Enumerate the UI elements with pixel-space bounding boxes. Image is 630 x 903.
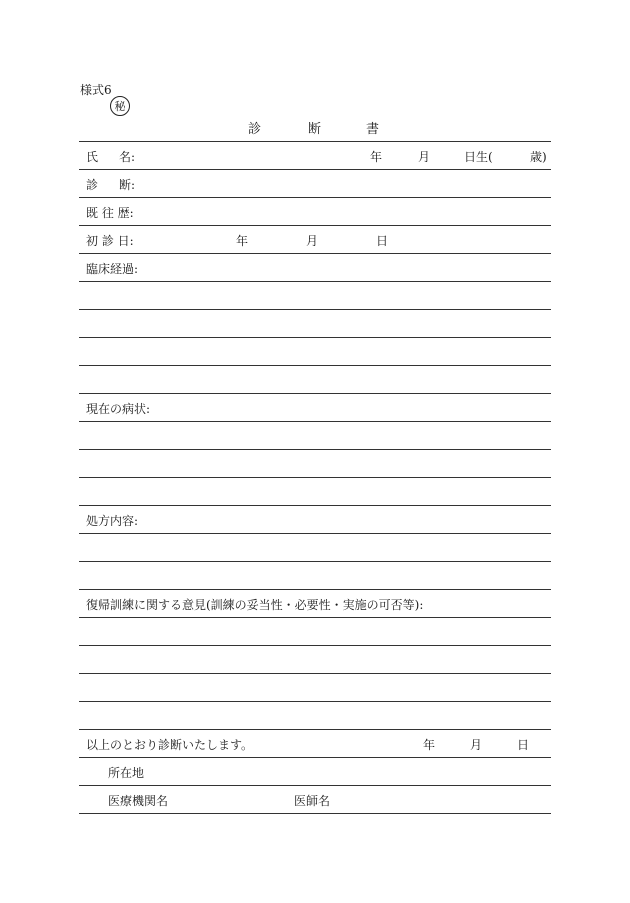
rule-after-diagnosis <box>79 197 551 198</box>
certify-day-label: 日 <box>517 738 530 752</box>
first-visit-label: 初 診 日: <box>86 234 134 248</box>
rule-opinion-5 <box>79 729 551 730</box>
diagnosis-label-b: 断: <box>119 178 136 192</box>
name-label-a: 氏 <box>86 150 99 164</box>
rule-symptoms-1 <box>79 421 551 422</box>
certify-statement: 以上のとおり診断いたします。 <box>86 738 254 752</box>
rule-opinion-4 <box>79 701 551 702</box>
opinion-label: 復帰訓練に関する意見(訓練の妥当性・必要性・実施の可否等): <box>86 598 424 612</box>
institution-label: 医療機関名 <box>108 794 169 808</box>
certify-year-label: 年 <box>423 738 436 752</box>
certify-month-label: 月 <box>470 738 483 752</box>
rule-prescription-1 <box>79 533 551 534</box>
title-char-2: 断 <box>308 122 322 137</box>
first-visit-day-label: 日 <box>376 234 389 248</box>
rule-after-address <box>79 785 551 786</box>
rule-symptoms-4 <box>79 505 551 506</box>
rule-after-first-visit <box>79 253 551 254</box>
rule-top <box>79 141 551 142</box>
name-label-b: 名: <box>119 150 136 164</box>
first-visit-month-label: 月 <box>306 234 319 248</box>
rule-opinion-1 <box>79 617 551 618</box>
form-number: 様式6 <box>80 83 112 97</box>
rule-symptoms-3 <box>79 477 551 478</box>
birth-day-label: 日生( <box>464 150 493 164</box>
rule-prescription-2 <box>79 561 551 562</box>
rule-clinical-3 <box>79 337 551 338</box>
current-symptoms-label: 現在の病状: <box>86 402 151 416</box>
prescription-label: 処方内容: <box>86 514 139 528</box>
rule-symptoms-2 <box>79 449 551 450</box>
rule-after-certify <box>79 757 551 758</box>
diagnosis-label-a: 診 <box>86 178 99 192</box>
title-char-1: 診 <box>248 122 262 137</box>
clinical-course-label: 臨床経過: <box>86 262 139 276</box>
confidential-mark: 秘 <box>114 99 126 113</box>
rule-opinion-2 <box>79 645 551 646</box>
rule-after-name <box>79 169 551 170</box>
rule-opinion-3 <box>79 673 551 674</box>
rule-clinical-2 <box>79 309 551 310</box>
birth-year-label: 年 <box>370 150 383 164</box>
rule-prescription-3 <box>79 589 551 590</box>
address-label: 所在地 <box>108 766 145 780</box>
doctor-name-label: 医師名 <box>294 794 331 808</box>
rule-after-history <box>79 225 551 226</box>
first-visit-year-label: 年 <box>236 234 249 248</box>
birth-month-label: 月 <box>418 150 431 164</box>
history-label: 既 往 歴: <box>86 206 134 220</box>
rule-clinical-4 <box>79 365 551 366</box>
age-label: 歳) <box>530 150 547 164</box>
rule-clinical-5 <box>79 393 551 394</box>
rule-clinical-1 <box>79 281 551 282</box>
confidential-seal <box>110 96 130 116</box>
title-char-3: 書 <box>366 122 380 137</box>
rule-bottom <box>79 813 551 814</box>
